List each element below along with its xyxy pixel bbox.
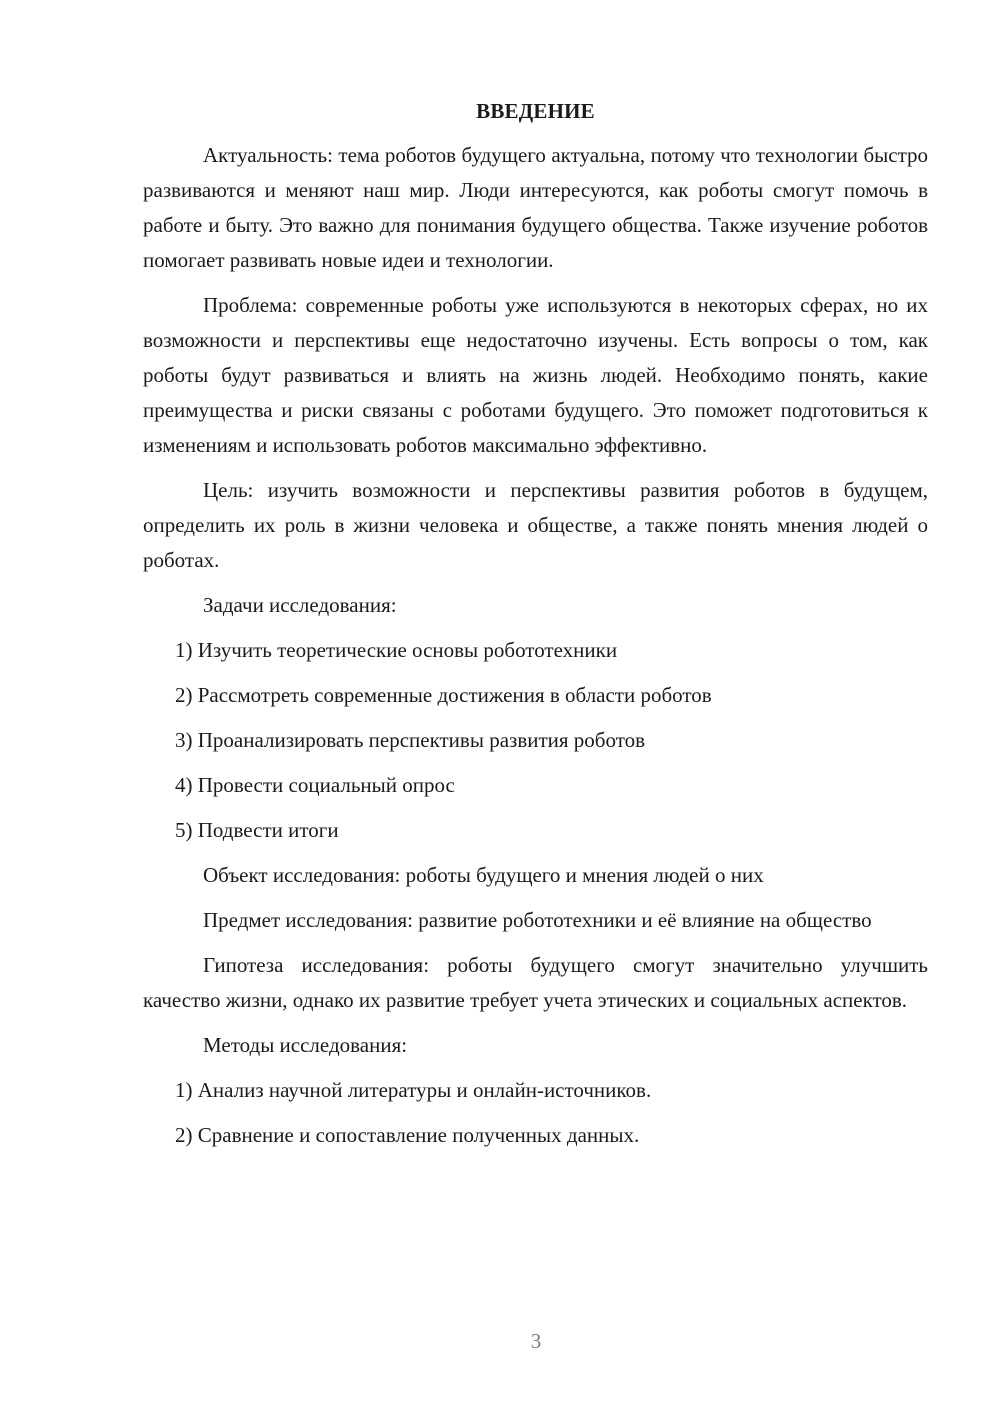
method-item: 1) Анализ научной литературы и онлайн-источников. — [175, 1078, 652, 1102]
relevance-paragraph: Актуальность: тема роботов будущего актуальна, потому что технологии быстро развиваются и меняют наш мир. Люди интересуются, как роботы смогут помочь в работе и быту. Это важно для понимания будущего общества. Также изучение роботов помогает развивать новые идеи и технологии. — [143, 143, 928, 272]
section-heading: ВВЕДЕНИЕ — [476, 99, 595, 123]
task-item: 1) Изучить теоретические основы робототехники — [175, 638, 618, 662]
tasks-list — [143, 633, 928, 848]
methods-title: Методы исследования: — [203, 1033, 408, 1057]
document-page — [143, 96, 928, 1163]
task-item: 4) Провести социальный опрос — [175, 773, 455, 797]
subject-paragraph: Предмет исследования: развитие робототехники и её влияние на общество — [203, 908, 872, 932]
method-item: 2) Сравнение и сопоставление полученных данных. — [175, 1123, 640, 1147]
methods-list — [143, 1073, 928, 1153]
goal-paragraph: Цель: изучить возможности и перспективы развития роботов в будущем, определить их роль в жизни человека и обществе, а также понять мнения людей о роботах. — [143, 478, 928, 572]
tasks-title: Задачи исследования: — [203, 593, 397, 617]
hypothesis-paragraph: Гипотеза исследования: роботы будущего смогут значительно улучшить качество жизни, однако их развитие требует учета этических и социальных аспектов. — [143, 953, 928, 1012]
task-item: 2) Рассмотреть современные достижения в области роботов — [175, 683, 712, 707]
task-item: 3) Проанализировать перспективы развития роботов — [175, 728, 646, 752]
task-item: 5) Подвести итоги — [175, 818, 339, 842]
problem-paragraph: Проблема: современные роботы уже используются в некоторых сферах, но их возможности и перспективы еще недостаточно изучены. Есть вопросы о том, как роботы будут развиваться и влиять на жизнь людей. Необходимо понять, какие преимущества и риски связаны с роботами будущего. Это поможет подготовиться к изменениям и использовать роботов максимально эффективно. — [143, 293, 928, 457]
page-number: 3 — [530, 1329, 542, 1353]
object-line: Объект исследования: роботы будущего и мнения людей о них — [203, 863, 764, 887]
